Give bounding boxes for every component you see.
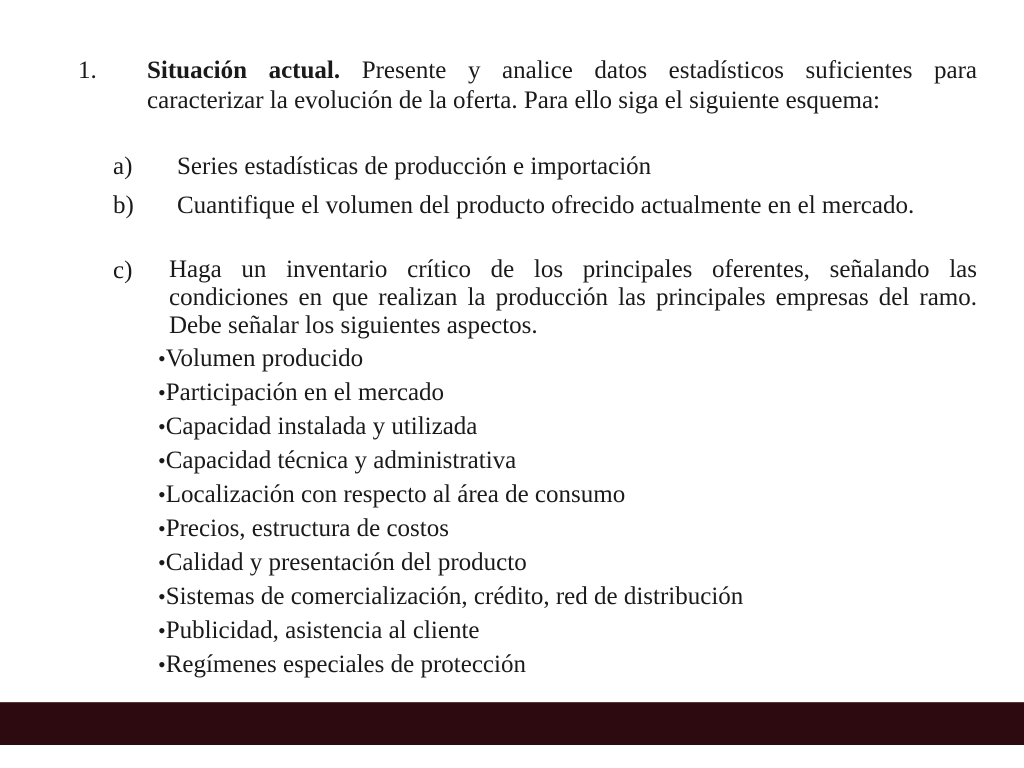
list-item xyxy=(158,410,743,444)
bullet-icon: • xyxy=(158,516,166,541)
section-title: Situación actual. xyxy=(147,57,341,84)
item-letter-c: c) xyxy=(113,257,133,284)
list-item xyxy=(158,342,743,376)
footer-bar xyxy=(0,702,1024,745)
bullet-text: Calidad y presentación del producto xyxy=(165,549,527,576)
bullet-text: Capacidad técnica y administrativa xyxy=(165,447,517,474)
bullet-text: Publicidad, asistencia al cliente xyxy=(165,617,480,644)
bullet-icon: • xyxy=(158,618,166,643)
list-item xyxy=(158,580,743,614)
bullet-text: Localización con respecto al área de consumo xyxy=(165,481,626,508)
list-item xyxy=(158,512,743,546)
list-item xyxy=(158,546,743,580)
bullet-icon: • xyxy=(158,482,166,507)
bullet-icon: • xyxy=(158,584,166,609)
item-letter-a: a) xyxy=(113,153,133,180)
bullet-text: Capacidad instalada y utilizada xyxy=(165,413,478,440)
bullet-text: Participación en el mercado xyxy=(165,379,445,406)
aspects-bullet-list xyxy=(158,342,743,682)
list-item xyxy=(158,478,743,512)
bullet-text: Precios, estructura de costos xyxy=(165,515,449,542)
bullet-text: Sistemas de comercialización, crédito, red de distribución xyxy=(165,583,744,610)
item-letter-b: b) xyxy=(113,192,134,219)
bullet-text: Regímenes especiales de protección xyxy=(165,651,526,678)
item-text-b: Cuantifique el volumen del producto ofrecido actualmente en el mercado. xyxy=(177,192,915,219)
bullet-icon: • xyxy=(158,346,166,371)
item-text-c: Haga un inventario crítico de los principales oferentes, señalando las condiciones en que realizan la producción las principales empresas del ramo. Debe señalar los siguientes aspectos. xyxy=(169,256,977,339)
section-number: 1. xyxy=(78,57,97,84)
item-text-a: Series estadísticas de producción e importación xyxy=(177,153,652,180)
bullet-text: Volumen producido xyxy=(165,345,364,372)
list-item xyxy=(158,444,743,478)
bullet-icon: • xyxy=(158,448,166,473)
list-item xyxy=(158,648,743,682)
bullet-icon: • xyxy=(158,380,166,405)
section-intro-paragraph xyxy=(147,56,977,116)
list-item xyxy=(158,376,743,410)
bullet-icon: • xyxy=(158,652,166,677)
section-intro-text: Presente y analice datos estadísticos suficientes para caracterizar la evolución de la oferta. Para ello siga el siguiente esquema: xyxy=(147,57,978,114)
list-item xyxy=(158,614,743,648)
bullet-icon: • xyxy=(158,414,166,439)
bullet-icon: • xyxy=(158,550,166,575)
